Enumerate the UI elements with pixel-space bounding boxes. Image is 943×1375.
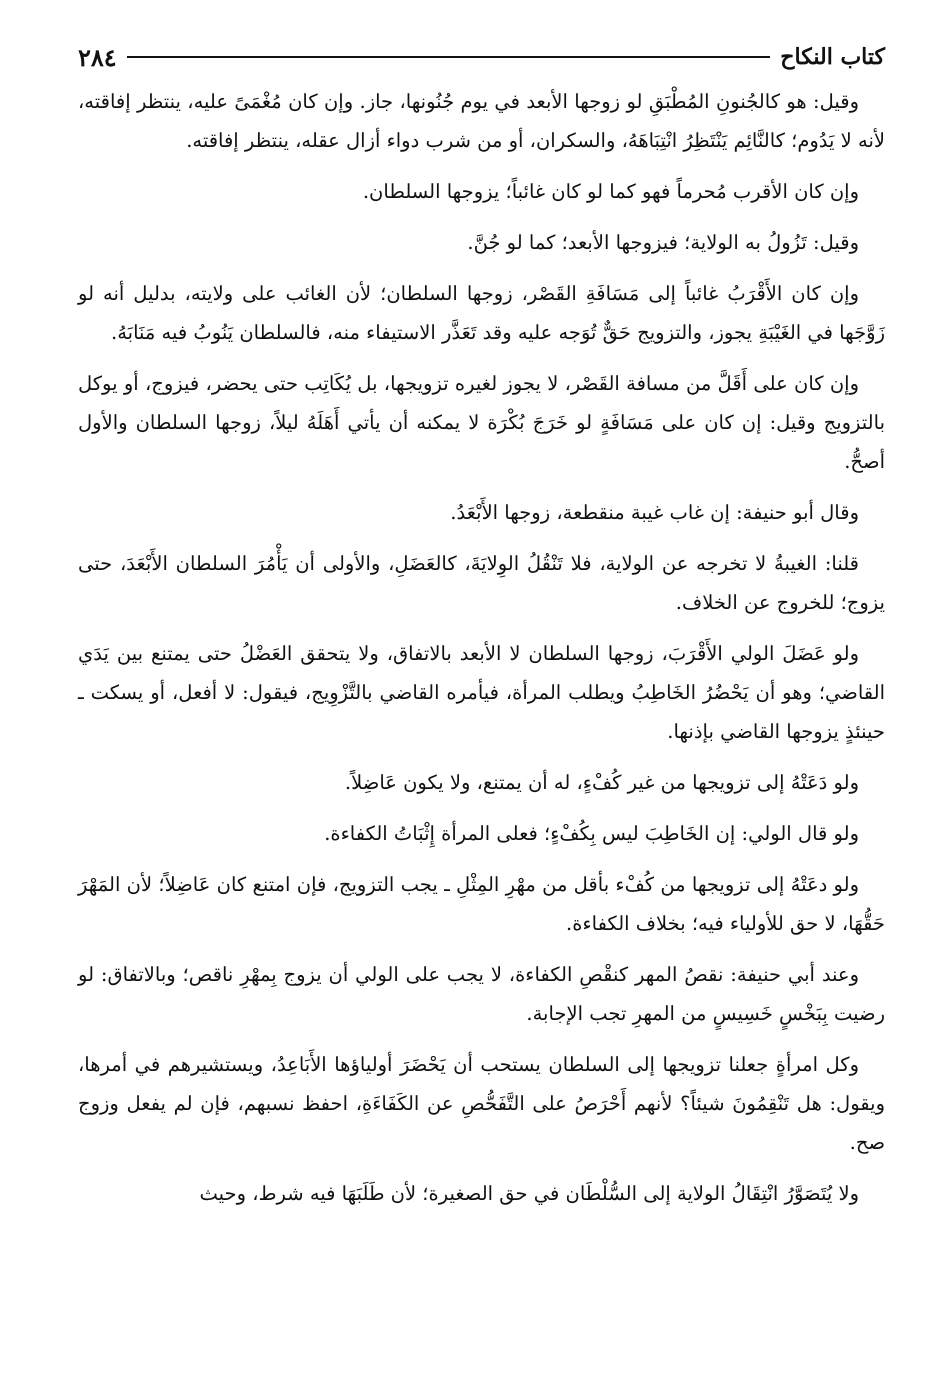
paragraph: وكل امرأةٍ جعلنا تزويجها إلى السلطان يستحب أن يَحْضَرَ أولياؤها الأَبَاعِدُ، ويستشيرهم في أمرها، ويقول: هل تَنْقِمُونَ شيئاً؟ لأنهم أَحْرَصُ على التَّفَحُّصِ عن الكَفَاءَةِ، احفظ نسبهم، فإن لم يفعل وزوج صح. xyxy=(78,1053,885,1154)
paragraph: ولو دعَتْهُ إلى تزويجها من كُفْء بأقل من مهْرِ المِثْلِ ـ يجب التزويج، فإن امتنع كان عَاضِلاً؛ لأن المَهْرَ حَقُّهَا، لا حق للأولياء فيه؛ بخلاف الكفاءة. xyxy=(78,873,885,935)
paragraph: ولو عَضَلَ الولي الأَقْرَبَ، زوجها السلطان لا الأبعد بالاتفاق، ولا يتحقق العَضْلُ حتى يمتنع بين يَدَي القاضي؛ وهو أن يَحْضُرُ الخَاطِبُ ويطلب المرأة، فيأمره القاضي بالتَّزْوِيج، فيقول: لا أفعل، أو يسكت ـ حينئذٍ يزوجها القاضي بإذنها. xyxy=(78,642,885,743)
paragraph: قلنا: الغيبةُ لا تخرجه عن الولاية، فلا تَنْقُلُ الوِلايَةَ، كالعَضَلِ، والأولى أن يَأْمُرَ السلطان الأَبْعَدَ، حتى يزوج؛ للخروج عن الخلاف. xyxy=(78,552,885,614)
paragraph: وعند أبي حنيفة: نقصُ المهر كنقْصِ الكفاءة، لا يجب على الولي أن يزوج بِمهْرِ ناقص؛ وبالاتفاق: لو رضيت بِبَخْسٍ خَسِيسٍ من المهرِ تجب الإجابة. xyxy=(78,963,885,1025)
paragraph: وإن كان الأقرب مُحرماً فهو كما لو كان غائباً؛ يزوجها السلطان. xyxy=(362,180,859,203)
paragraph: وقيل: تَزُولُ به الولاية؛ فيزوجها الأبعد؛ كما لو جُنَّ. xyxy=(467,231,859,254)
paragraph: ولا يُتَصَوَّرُ انْتِقَالُ الولاية إلى السُّلْطَان في حق الصغيرة؛ لأن طَلَبَهَا فيه شرط، وحيث xyxy=(199,1182,859,1205)
header-rule xyxy=(127,56,771,58)
paragraph: وقال أبو حنيفة: إن غاب غيبة منقطعة، زوجها الأَبْعَدُ. xyxy=(450,501,859,524)
paragraph: ولو دَعَتْهُ إلى تزويجها من غير كُفْءٍ، له أن يمتنع، ولا يكون عَاضِلاً. xyxy=(344,771,859,794)
paragraph: وإن كان الأَقْرَبُ غائباً إلى مَسَافَةِ القَصْر، زوجها السلطان؛ لأن الغائب على ولايته، بدليل أنه لو زَوَّجَها في الغَيْبَةِ يجوز، والتزويج حَقٌّ تُوَجه عليه وقد تَعَذَّر الاستيفاء منه، فالسلطان يَنُوبُ فيه مَنَابَهُ. xyxy=(78,282,885,344)
page-body xyxy=(78,82,885,1213)
paragraph: وقيل: هو كالجُنونِ المُطْبَقِ لو زوجها الأبعد في يوم جُنُونها، جاز. وإن كان مُغْمَىً عليه، ينتظر إفاقته، لأنه لا يَدُوم؛ كالنَّائِم يَنْتَظِرُ انْتِبَاهَهُ، والسكران، أو من شرب دواء أزال عقله، ينتظر إفاقته. xyxy=(78,90,885,152)
paragraph: وإن كان على أَقَلَّ من مسافة القَصْر، لا يجوز لغيره تزويجها، بل يُكَاتِب حتى يحضر، فيزوج، أو يوكل بالتزويج وقيل: إن كان على مَسَافَةٍ لو خَرَجَ بُكْرَة لا يمكنه أن يأتي أَهَلَهُ ليلاً، زوجها السلطان والأول أصحُّ. xyxy=(78,372,885,473)
paragraph: ولو قال الولي: إن الخَاطِبَ ليس بِكُفْءٍ؛ فعلى المرأة إِثْبَاتُ الكفاءة. xyxy=(324,822,859,845)
page-number: ٢٨٤ xyxy=(78,42,117,72)
running-title: كتاب النكاح xyxy=(780,44,885,70)
page-header xyxy=(78,38,885,76)
